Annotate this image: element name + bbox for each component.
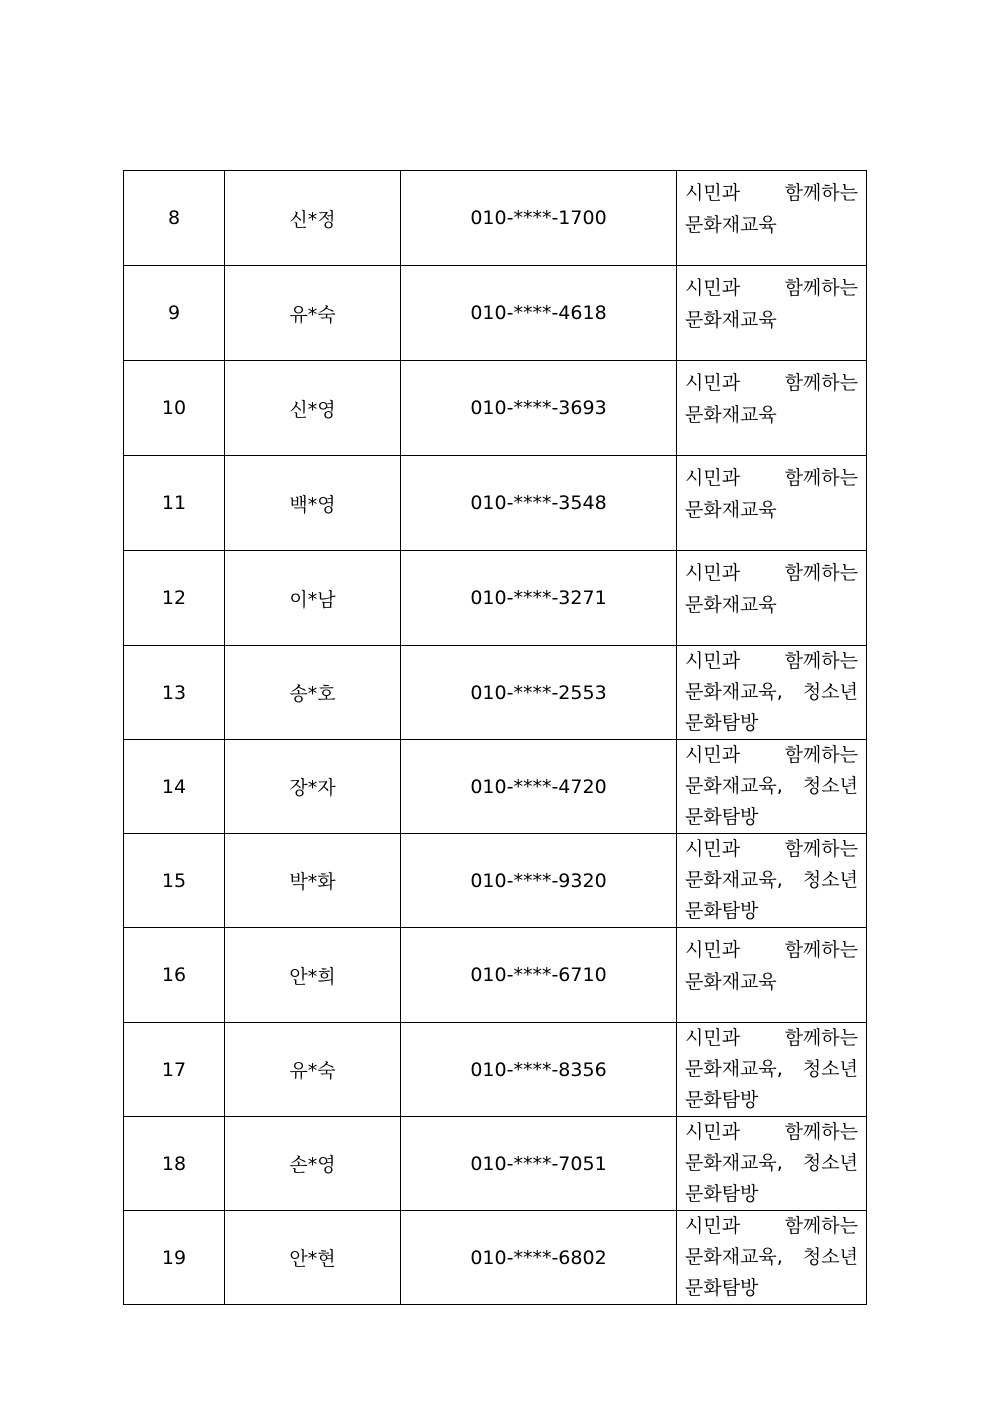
program-text: 시민과 [685, 182, 741, 204]
program-text: 함께하는 [784, 650, 858, 672]
program-text: 시민과 [685, 1215, 741, 1237]
table-row [124, 551, 867, 646]
program-cell [677, 456, 867, 551]
program-line-3: 문화탐방 [685, 1089, 759, 1111]
row-number: 10 [124, 361, 225, 456]
table-row [124, 646, 867, 740]
phone-number: 010-****-6802 [401, 1211, 677, 1305]
row-number: 8 [124, 171, 225, 266]
participant-name: 유*숙 [225, 266, 401, 361]
row-number: 11 [124, 456, 225, 551]
row-number: 14 [124, 740, 225, 834]
participant-name: 안*현 [225, 1211, 401, 1305]
program-text: 시민과 [685, 562, 741, 584]
participant-name: 장*자 [225, 740, 401, 834]
table-row [124, 834, 867, 928]
program-text: 시민과 [685, 744, 741, 766]
table-row [124, 361, 867, 456]
program-line-3: 문화탐방 [685, 900, 759, 922]
table-row [124, 928, 867, 1023]
program-line-1 [685, 1117, 858, 1148]
row-number: 13 [124, 646, 225, 740]
phone-number: 010-****-1700 [401, 171, 677, 266]
row-number: 16 [124, 928, 225, 1023]
table-row [124, 740, 867, 834]
program-line-1 [685, 834, 858, 865]
table-row [124, 171, 867, 266]
program-line-1 [685, 367, 858, 399]
phone-number: 010-****-4720 [401, 740, 677, 834]
phone-number: 010-****-9320 [401, 834, 677, 928]
participant-name: 신*정 [225, 171, 401, 266]
program-line-2: 문화재교육, 청소년 [685, 775, 858, 797]
participant-name: 이*남 [225, 551, 401, 646]
program-cell [677, 361, 867, 456]
row-number: 12 [124, 551, 225, 646]
program-line-2: 문화재교육, 청소년 [685, 1058, 858, 1080]
program-cell [677, 1023, 867, 1117]
program-line-2: 문화재교육 [685, 594, 777, 616]
program-line-3: 문화탐방 [685, 712, 759, 734]
program-text: 시민과 [685, 939, 741, 961]
table-row [124, 456, 867, 551]
program-text: 시민과 [685, 467, 741, 489]
row-number: 15 [124, 834, 225, 928]
program-text: 시민과 [685, 277, 741, 299]
table-row [124, 1023, 867, 1117]
program-cell [677, 266, 867, 361]
program-text: 시민과 [685, 372, 741, 394]
program-line-1 [685, 462, 858, 494]
program-line-1 [685, 1023, 858, 1054]
program-line-2: 문화재교육 [685, 499, 777, 521]
program-line-3: 문화탐방 [685, 1277, 759, 1299]
program-text: 시민과 [685, 650, 741, 672]
program-cell [677, 171, 867, 266]
program-line-2: 문화재교육, 청소년 [685, 1152, 858, 1174]
program-line-1 [685, 1211, 858, 1242]
program-cell [677, 551, 867, 646]
program-text: 함께하는 [784, 372, 858, 394]
program-cell [677, 740, 867, 834]
program-line-2: 문화재교육 [685, 971, 777, 993]
program-text: 시민과 [685, 838, 741, 860]
phone-number: 010-****-8356 [401, 1023, 677, 1117]
participant-table [123, 170, 867, 1305]
program-text: 함께하는 [784, 1027, 858, 1049]
row-number: 19 [124, 1211, 225, 1305]
program-line-1 [685, 177, 858, 209]
participant-name: 송*호 [225, 646, 401, 740]
phone-number: 010-****-3693 [401, 361, 677, 456]
program-line-2: 문화재교육 [685, 309, 777, 331]
phone-number: 010-****-7051 [401, 1117, 677, 1211]
program-line-1 [685, 557, 858, 589]
program-line-1 [685, 646, 858, 677]
row-number: 18 [124, 1117, 225, 1211]
table-row [124, 1117, 867, 1211]
participant-name: 신*영 [225, 361, 401, 456]
phone-number: 010-****-3548 [401, 456, 677, 551]
participant-name: 백*영 [225, 456, 401, 551]
program-line-3: 문화탐방 [685, 1183, 759, 1205]
program-text: 함께하는 [784, 562, 858, 584]
program-line-3: 문화탐방 [685, 806, 759, 828]
program-cell [677, 834, 867, 928]
program-cell [677, 928, 867, 1023]
table-row [124, 266, 867, 361]
program-text: 함께하는 [784, 744, 858, 766]
program-text: 함께하는 [784, 1121, 858, 1143]
program-line-2: 문화재교육 [685, 214, 777, 236]
program-line-2: 문화재교육, 청소년 [685, 869, 858, 891]
program-text: 함께하는 [784, 467, 858, 489]
program-line-2: 문화재교육 [685, 404, 777, 426]
phone-number: 010-****-2553 [401, 646, 677, 740]
participant-table-body [124, 171, 867, 1305]
phone-number: 010-****-3271 [401, 551, 677, 646]
participant-name: 유*숙 [225, 1023, 401, 1117]
program-text: 함께하는 [784, 939, 858, 961]
phone-number: 010-****-4618 [401, 266, 677, 361]
program-line-1 [685, 272, 858, 304]
program-text: 함께하는 [784, 1215, 858, 1237]
program-line-1 [685, 934, 858, 966]
phone-number: 010-****-6710 [401, 928, 677, 1023]
row-number: 9 [124, 266, 225, 361]
participant-name: 박*화 [225, 834, 401, 928]
program-line-2: 문화재교육, 청소년 [685, 681, 858, 703]
program-cell [677, 646, 867, 740]
program-cell [677, 1211, 867, 1305]
program-line-2: 문화재교육, 청소년 [685, 1246, 858, 1268]
participant-name: 손*영 [225, 1117, 401, 1211]
row-number: 17 [124, 1023, 225, 1117]
program-line-1 [685, 740, 858, 771]
program-text: 함께하는 [784, 182, 858, 204]
program-text: 시민과 [685, 1027, 741, 1049]
program-text: 함께하는 [784, 277, 858, 299]
participant-name: 안*희 [225, 928, 401, 1023]
program-text: 함께하는 [784, 838, 858, 860]
program-text: 시민과 [685, 1121, 741, 1143]
table-row [124, 1211, 867, 1305]
program-cell [677, 1117, 867, 1211]
